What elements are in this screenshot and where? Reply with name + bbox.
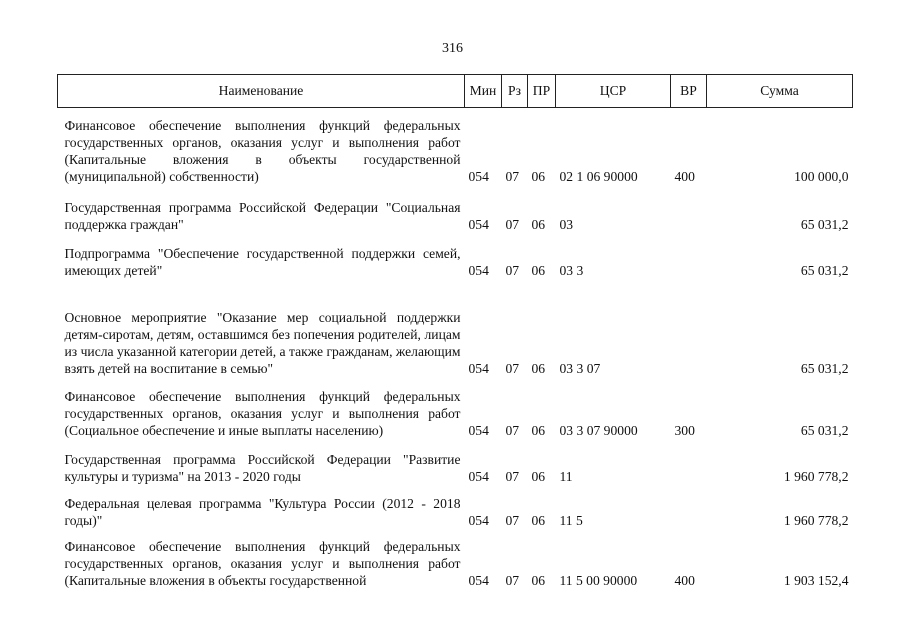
row-sum: 100 000,0 [794, 168, 849, 184]
page-number: 316 [442, 41, 463, 56]
table-row [58, 284, 853, 382]
row-vr [671, 238, 707, 284]
row-name: Подпрограмма "Обеспечение государственной поддержки семей, имеющих детей" [64, 245, 461, 278]
row-vr [671, 284, 707, 382]
row-pr: 06 [531, 216, 546, 232]
row-vr: 400 [674, 168, 695, 184]
row-vr [671, 444, 707, 490]
row-name: Государственная программа Российской Федерации "Развитие культуры и туризма" на 2013 - 2020 годы [64, 451, 461, 484]
row-sum: 65 031,2 [800, 360, 849, 376]
row-pr: 06 [531, 468, 546, 484]
row-name: Финансовое обеспечение выполнения функций федеральных государственных органов, оказания услуг и выполнения работ (Капитальные вложения в объекты государственной [64, 538, 461, 588]
table-row [58, 108, 853, 190]
table-row [58, 534, 853, 594]
row-name: Финансовое обеспечение выполнения функций федеральных государственных органов, оказания услуг и выполнения работ (Социальное обеспечение и иные выплаты населению) [64, 388, 461, 438]
row-pr: 06 [531, 262, 546, 278]
row-rz: 07 [505, 360, 520, 376]
row-vr [671, 490, 707, 534]
row-rz: 07 [505, 422, 520, 438]
header-csr: ЦСР [556, 75, 671, 108]
table-row [58, 190, 853, 238]
row-min: 054 [468, 216, 489, 232]
row-sum: 65 031,2 [800, 262, 849, 278]
row-sum: 65 031,2 [800, 216, 849, 232]
row-csr: 11 [559, 468, 573, 484]
row-min: 054 [468, 468, 489, 484]
row-csr: 11 5 [559, 512, 583, 528]
row-sum: 65 031,2 [800, 422, 849, 438]
table-row [58, 444, 853, 490]
row-csr: 11 5 00 90000 [559, 572, 638, 588]
row-min: 054 [468, 168, 489, 184]
row-vr [671, 190, 707, 238]
row-rz: 07 [505, 572, 520, 588]
row-min: 054 [468, 422, 489, 438]
row-pr: 06 [531, 512, 546, 528]
row-sum: 1 960 778,2 [783, 512, 849, 528]
row-name: Федеральная целевая программа "Культура России (2012 - 2018 годы)" [64, 495, 461, 528]
row-name: Государственная программа Российской Федерации "Социальная поддержка граждан" [64, 199, 461, 232]
row-pr: 06 [531, 168, 546, 184]
row-rz: 07 [505, 468, 520, 484]
row-min: 054 [468, 572, 489, 588]
row-min: 054 [468, 512, 489, 528]
table-row [58, 382, 853, 444]
row-pr: 06 [531, 572, 546, 588]
header-pr: ПР [528, 75, 556, 108]
row-name: Основное мероприятие "Оказание мер социальной поддержки детям-сиротам, детям, оставшимся без попечения родителей, лицам из числа указанной категории детей, а также гражданам, желающим взять детей на воспитание в семью" [64, 309, 461, 376]
row-csr: 03 [559, 216, 574, 232]
table-row [58, 238, 853, 284]
header-name: Наименование [58, 75, 465, 108]
row-vr: 300 [674, 422, 695, 438]
header-vr: ВР [671, 75, 707, 108]
row-rz: 07 [505, 216, 520, 232]
row-csr: 03 3 07 90000 [559, 422, 638, 438]
row-min: 054 [468, 262, 489, 278]
row-csr: 03 3 [559, 262, 584, 278]
row-csr: 03 3 07 [559, 360, 601, 376]
table-header-row [58, 75, 853, 108]
row-rz: 07 [505, 168, 520, 184]
row-sum: 1 960 778,2 [783, 468, 849, 484]
row-sum: 1 903 152,4 [783, 572, 849, 588]
row-pr: 06 [531, 360, 546, 376]
table-row [58, 490, 853, 534]
row-name: Финансовое обеспечение выполнения функций федеральных государственных органов, оказания услуг и выполнения работ (Капитальные вложения в объекты государственной (муниципальной) собственности) [64, 117, 461, 184]
header-sum: Сумма [707, 75, 853, 108]
row-csr: 02 1 06 90000 [559, 168, 638, 184]
row-min: 054 [468, 360, 489, 376]
row-vr: 400 [674, 572, 695, 588]
header-rz: Рз [502, 75, 528, 108]
budget-table [57, 74, 853, 594]
row-rz: 07 [505, 512, 520, 528]
row-pr: 06 [531, 422, 546, 438]
row-rz: 07 [505, 262, 520, 278]
header-min: Мин [465, 75, 502, 108]
